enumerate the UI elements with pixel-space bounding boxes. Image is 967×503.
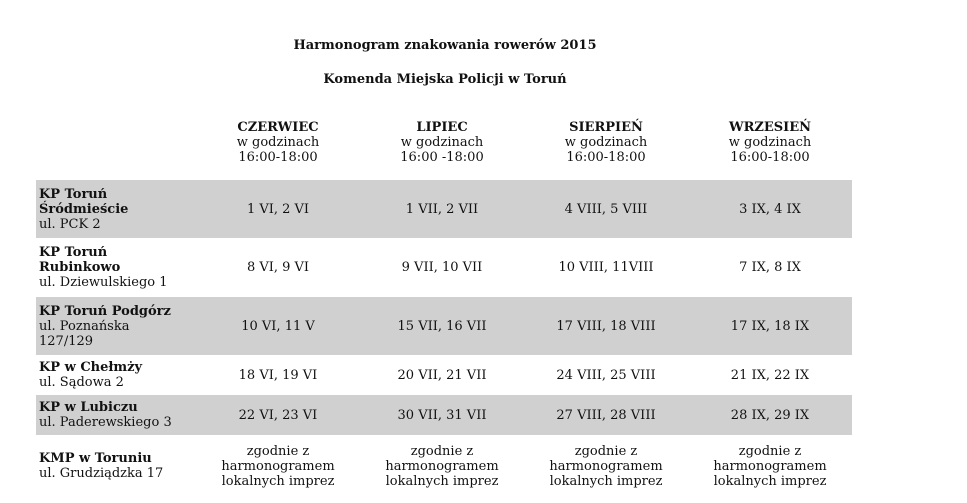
unit-name-cont: Śródmieście	[39, 201, 129, 217]
date-cell: 1 VI, 2 VI	[196, 180, 360, 238]
date-cell: 22 VI, 23 VI	[196, 395, 360, 435]
unit-name: KP Toruń Podgórz	[39, 303, 171, 319]
unit-name-cont: Rubinkowo	[39, 260, 121, 275]
date-cell: 1 VII, 2 VII	[360, 180, 524, 238]
unit-address: ul. PCK 2	[39, 216, 101, 232]
unit-name: KP w Chełmży	[39, 360, 143, 375]
month-name: WRZESIEŃ	[728, 120, 812, 135]
month-header-sierpien	[524, 120, 688, 180]
schedule-note-line: harmonogramem	[221, 458, 335, 474]
unit-name: KP w Lubiczu	[39, 400, 138, 415]
unit-cell	[36, 395, 196, 435]
month-hours-range: 16:00-18:00	[566, 150, 646, 165]
schedule-note-line: lokalnych imprez	[713, 473, 827, 489]
schedule-note-line: zgodnie z	[738, 443, 802, 459]
header-unit-cell	[36, 120, 196, 180]
month-header-lipiec	[360, 120, 524, 180]
table-row	[36, 395, 852, 435]
date-cell: 4 VIII, 5 VIII	[524, 180, 688, 238]
date-cell: 24 VIII, 25 VIII	[556, 367, 656, 383]
month-hours-label: w godzinach	[564, 135, 648, 150]
date-cell: 30 VII, 31 VII	[360, 395, 524, 435]
date-cell: 17 VIII, 18 VIII	[524, 297, 688, 355]
document-subtitle: Komenda Miejska Policji w Toruń	[323, 72, 567, 87]
unit-address: ul. Grudziądzka 17	[39, 466, 164, 481]
date-cell: 3 IX, 4 IX	[688, 180, 852, 238]
date-cell: 10 VI, 11 V	[196, 297, 360, 355]
month-name: SIERPIEŃ	[569, 120, 643, 135]
table-row	[36, 355, 852, 395]
schedule-note-line: zgodnie z	[410, 443, 474, 459]
unit-cell	[36, 435, 196, 497]
date-cell: 15 VII, 16 VII	[360, 297, 524, 355]
date-cell: 7 IX, 8 IX	[739, 260, 801, 275]
unit-cell	[36, 355, 196, 395]
unit-name: KP Toruń	[39, 245, 108, 260]
date-cell: 28 IX, 29 IX	[688, 395, 852, 435]
month-hours-label: w godzinach	[728, 135, 812, 150]
unit-cell	[36, 238, 196, 297]
schedule-note-line: harmonogramem	[385, 458, 499, 474]
table-row	[36, 238, 852, 297]
date-cell: 20 VII, 21 VII	[397, 367, 487, 383]
unit-cell	[36, 180, 196, 238]
unit-address: ul. Sądowa 2	[39, 375, 124, 390]
schedule-note-line: zgodnie z	[246, 443, 310, 459]
month-header-czerwiec	[196, 120, 360, 180]
date-cell: 27 VIII, 28 VIII	[524, 395, 688, 435]
month-hours-label: w godzinach	[400, 135, 484, 150]
month-hours-range: 16:00-18:00	[730, 150, 810, 165]
date-cell: 21 IX, 22 IX	[730, 367, 810, 383]
schedule-note-cell	[524, 435, 688, 497]
schedule-note-line: zgodnie z	[574, 443, 638, 459]
month-name: LIPIEC	[416, 120, 468, 135]
schedule-note-line: lokalnych imprez	[549, 473, 663, 489]
header-row	[36, 120, 852, 180]
schedule-note-line: lokalnych imprez	[385, 473, 499, 489]
schedule-note-cell	[688, 435, 852, 497]
unit-address: ul. Dziewulskiego 1	[39, 275, 168, 290]
unit-name: KP Toruń	[39, 186, 108, 202]
unit-address-cont: 127/129	[39, 333, 94, 349]
table-row	[36, 435, 852, 497]
schedule-note-line: harmonogramem	[549, 458, 663, 474]
schedule-note-line: lokalnych imprez	[221, 473, 335, 489]
schedule-table	[36, 120, 852, 497]
table-row	[36, 297, 852, 355]
document-title: Harmonogram znakowania rowerów 2015	[293, 38, 597, 53]
month-name: CZERWIEC	[237, 120, 319, 135]
unit-cell	[36, 297, 196, 355]
schedule-note-cell	[196, 435, 360, 497]
date-cell: 18 VI, 19 VI	[238, 367, 318, 383]
unit-name: KMP w Toruniu	[39, 451, 152, 466]
date-cell: 17 IX, 18 IX	[688, 297, 852, 355]
unit-address: ul. Paderewskiego 3	[39, 415, 172, 430]
date-cell: 9 VII, 10 VII	[401, 260, 483, 275]
month-hours-range: 16:00 -18:00	[400, 150, 484, 165]
schedule-note-cell	[360, 435, 524, 497]
date-cell: 8 VI, 9 VI	[246, 260, 310, 275]
month-hours-label: w godzinach	[236, 135, 320, 150]
unit-address: ul. Poznańska	[39, 318, 130, 334]
date-cell: 10 VIII, 11VIII	[558, 260, 654, 275]
month-header-wrzesien	[688, 120, 852, 180]
schedule-note-line: harmonogramem	[713, 458, 827, 474]
month-hours-range: 16:00-18:00	[238, 150, 318, 165]
table-row	[36, 180, 852, 238]
